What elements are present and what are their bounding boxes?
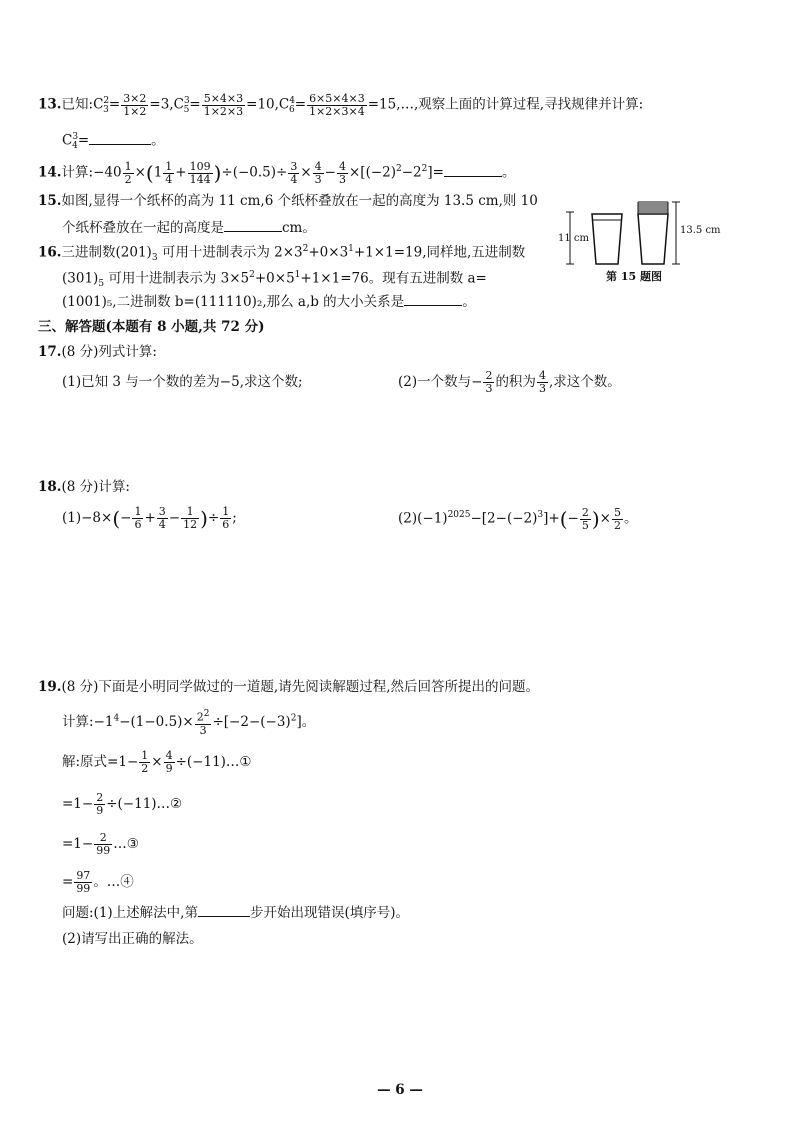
q18-number: 18. bbox=[38, 479, 62, 495]
fraction: $\frac{6\times 5\times 4\times 3}{1\times 2\times 3\times 4}$ bbox=[309, 91, 365, 118]
q18-title bbox=[38, 478, 130, 496]
q14-line: 14.计算:−40 $\frac{1}{2}$ ×(1 $\frac{1}{4}$ + $\frac{109}{144}$ )÷(−0.5)÷ $\frac{3}{4}$ × $\frac{4}{3}$ − $\frac{4}{3}$ $\times[(-2)^2-2^2]=$ 。 bbox=[38, 159, 516, 186]
q16-answer-blank[interactable] bbox=[404, 292, 462, 306]
q19-question1 bbox=[62, 903, 409, 922]
q18-title-text: (8 分)计算: bbox=[61, 479, 130, 495]
q17-part2-b: 的积为 bbox=[495, 374, 536, 390]
fraction: $\frac{4}{3}$ bbox=[314, 159, 322, 186]
q15-text2: 个纸杯叠放在一起的高度是 bbox=[62, 220, 224, 236]
fraction: $\frac{97}{99}$ bbox=[76, 869, 91, 895]
q16-line1: 16.三进制数$(201)_3$ 可用十进制表示为 $2\times 3^2+0\times 3^1+1\times 1=19$,同样地,五进制数 bbox=[38, 244, 526, 264]
q15-figure bbox=[560, 200, 720, 290]
q19-q1-b: 步开始出现错误(填序号)。 bbox=[249, 905, 410, 921]
q13-end: 。 bbox=[151, 132, 165, 149]
q17-part2-c: ,求这个数。 bbox=[548, 374, 621, 390]
q19-calc: 计算$:-1^4-(1-0.5)\times$ $\frac{2^2}{3}$ $\div[-2-(-3)^2]$。 bbox=[62, 709, 316, 737]
q19-title bbox=[38, 678, 539, 696]
q19-number: 19. bbox=[38, 679, 62, 695]
q15-text1: 如图,显得一个纸杯的高为 11 cm,6 个纸杯叠放在一起的高度为 13.5 cm,则 10 bbox=[61, 193, 538, 209]
q13-suffix: ,…,观察上面的计算过程,寻找规律并计算: bbox=[396, 96, 644, 113]
fraction: $\frac{2}{99}$ bbox=[96, 831, 111, 857]
q18-part1: (1)−8×(− $\frac{1}{6}$ + $\frac{3}{4}$ − $\frac{1}{12}$ )÷ $\frac{1}{6}$ ; bbox=[62, 505, 237, 531]
q17-part2-a: (2)一个数与− bbox=[398, 374, 483, 390]
q19-calc-label: 计算: bbox=[62, 713, 94, 730]
fraction: $\frac{4}{3}$ bbox=[338, 159, 346, 186]
q19-title-text: (8 分)下面是小明同学做过的一道题,请先阅读解题过程,然后回答所提出的问题。 bbox=[61, 679, 539, 695]
fraction: $\frac{4}{3}$ bbox=[538, 369, 546, 395]
fraction: $\frac{1}{6}$ bbox=[222, 505, 230, 531]
q15-line1 bbox=[38, 192, 538, 210]
fraction: $\frac{2}{9}$ bbox=[96, 791, 104, 817]
q17-part2 bbox=[398, 370, 621, 395]
fraction: $\frac{3}{4}$ bbox=[290, 159, 298, 186]
figure-right-label: 13.5 cm bbox=[680, 225, 721, 236]
q18-part2: $(2)(-1)^{2025}-[2-(-2)^3]+(-$ $\frac{2}{5}$ )× $\frac{5}{2}$ 。 bbox=[398, 505, 638, 532]
figure-caption: 第 15 题图 bbox=[606, 270, 662, 283]
q14-label: 计算: bbox=[61, 164, 94, 181]
fraction: $\frac{3\times 2}{1\times 2}$ bbox=[123, 91, 147, 118]
fraction: $\frac{2}{3}$ bbox=[485, 369, 493, 395]
q19-q1-a: 问题:(1)上述解法中,第 bbox=[62, 905, 198, 921]
q16-line3 bbox=[62, 292, 476, 311]
q17-number: 17. bbox=[38, 344, 62, 360]
q19-step1: 解:原式=1− $\frac{1}{2}$ × $\frac{4}{9}$ ÷(−11)…① bbox=[62, 749, 252, 775]
q14-number: 14. bbox=[38, 164, 62, 181]
fraction: $\frac{4}{9}$ bbox=[165, 749, 173, 775]
q13-equals: = bbox=[77, 132, 90, 149]
q19-step2: =1− $\frac{2}{9}$ ÷(−11)…② bbox=[62, 791, 183, 817]
q13-line1: 13.已知$:C^2_3=$ $\frac{3\times 2}{1\times 2}$ $=3,C^3_5=$ $\frac{5\times 4\times 3}{1\times 2\times 3}$ $=10,C^4_6=$ $\frac{6\times 5\times 4\times 3}{1\times 2\times 3\times 4}$ =15,…,观察上面的计算过程,寻找规律并计算: bbox=[38, 91, 644, 118]
q15-answer-blank[interactable] bbox=[224, 218, 282, 232]
q13-line2: $C^3_4=$ 。 bbox=[62, 132, 165, 152]
q16-line2: $(301)_5$ 可用十进制表示为 $3\times 5^2+0\times 5^1+1\times 1=76$。现有五进制数 a= bbox=[62, 270, 487, 290]
fraction: $\frac{2}{5}$ bbox=[581, 505, 589, 532]
q19-sol-label: 解:原式 bbox=[62, 754, 108, 770]
q19-answer-blank[interactable] bbox=[198, 903, 250, 917]
fraction: $\frac{3}{4}$ bbox=[158, 505, 166, 531]
q19-step4: = $\frac{97}{99}$ 。…④ bbox=[62, 869, 134, 895]
q19-step3: =1− $\frac{2}{99}$ …③ bbox=[62, 831, 139, 857]
q13-number: 13. bbox=[38, 96, 62, 113]
q13-answer-blank[interactable] bbox=[89, 131, 151, 145]
fraction: $\frac{1}{2}$ bbox=[124, 159, 132, 186]
figure-left-label: 11 cm bbox=[558, 233, 589, 244]
fraction: $\frac{1}{4}$ bbox=[165, 159, 173, 186]
page-number: — 6 — bbox=[377, 1082, 423, 1098]
q15-line2 bbox=[62, 218, 316, 237]
section-title: 三、解答题(本题有 8 小题,共 72 分) bbox=[38, 319, 265, 335]
q17-part1: (1)已知 3 与一个数的差为−5,求这个数; bbox=[62, 374, 303, 390]
q17-title bbox=[38, 343, 157, 361]
fraction: $\frac{1}{6}$ bbox=[134, 505, 142, 531]
q19-question2: (2)请写出正确的解法。 bbox=[62, 931, 203, 947]
fraction: $\frac{2^2}{3}$ bbox=[196, 709, 210, 737]
fraction: $\frac{1}{12}$ bbox=[183, 505, 198, 531]
q17-title-text: (8 分)列式计算: bbox=[61, 344, 157, 360]
fraction: $\frac{5}{2}$ bbox=[613, 505, 621, 532]
q14-end: 。 bbox=[501, 164, 516, 181]
q14-answer-blank[interactable] bbox=[444, 163, 502, 177]
q16-text3: (1001)₅,二进制数 b=(111110)₂,那么 a,b 的大小关系是 bbox=[62, 294, 405, 310]
q15-number: 15. bbox=[38, 193, 62, 209]
q16-number: 16. bbox=[38, 244, 62, 261]
q15-unit: cm。 bbox=[282, 220, 316, 236]
fraction: $\frac{5\times 4\times 3}{1\times 2\times 3}$ bbox=[203, 91, 244, 118]
q16-end: 。 bbox=[462, 294, 476, 310]
q13-prefix: 已知: bbox=[61, 96, 94, 113]
fraction: $\frac{1}{2}$ bbox=[141, 749, 149, 775]
fraction: $\frac{109}{144}$ bbox=[189, 159, 211, 186]
